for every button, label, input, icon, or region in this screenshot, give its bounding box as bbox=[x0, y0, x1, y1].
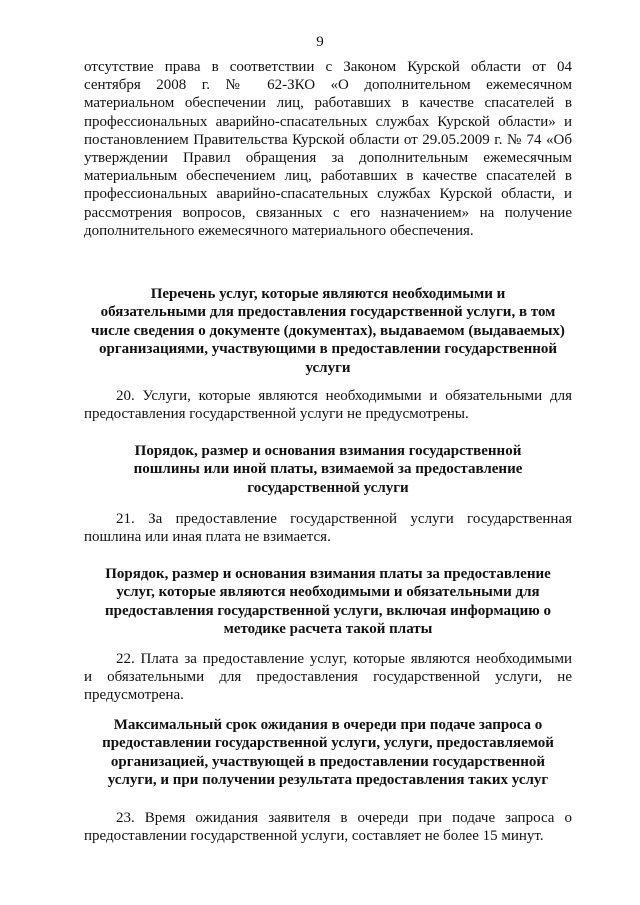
body-line: предусмотрена. bbox=[84, 687, 184, 704]
intro-line: сентября 2008 г. № 62-ЗКО «О дополнительном ежемесячном bbox=[84, 77, 572, 94]
paragraph-23 bbox=[84, 809, 572, 845]
heading-line: числе сведения о документе (документах), выдаваемом (выдаваемых) bbox=[91, 322, 565, 339]
heading-line: обязательными для предоставления государственной услуги, в том bbox=[100, 304, 556, 321]
paragraph-22 bbox=[84, 650, 572, 705]
heading-line: предоставления государственной услуги, включая информацию о bbox=[104, 602, 552, 619]
intro-line: материальном обеспечении лиц, работавших в качестве спасателей в bbox=[84, 95, 572, 112]
intro-line: профессиональных аварийно-спасательных службах Курской области, и bbox=[84, 186, 572, 203]
heading-line: предоставлении государственной услуги, услуги, предоставляемой bbox=[102, 735, 554, 752]
section-heading-23 bbox=[84, 716, 572, 790]
intro-paragraph bbox=[84, 58, 572, 240]
body-line: предоставлении государственной услуги, составляет не более 15 минут. bbox=[84, 828, 544, 845]
body-line: пошлина или иная плата не взимается. bbox=[84, 529, 331, 546]
heading-line: услуги, и при получении результата предоставления таких услуг bbox=[107, 772, 549, 789]
body-line: 23. Время ожидания заявителя в очереди при подаче запроса о bbox=[116, 810, 572, 826]
body-line: 22. Плата за предоставление услуг, которые являются необходимыми bbox=[116, 651, 572, 667]
heading-line: услуги bbox=[305, 359, 351, 376]
intro-line: дополнительного ежемесячного материального обеспечения. bbox=[84, 222, 474, 239]
heading-line: организациями, участвующими в предоставлении государственной bbox=[98, 341, 558, 358]
intro-line: постановлением Правительства Курской области от 29.05.2009 г. № 74 «Об bbox=[84, 131, 572, 148]
heading-line: государственной услуги bbox=[247, 479, 409, 496]
page-number: 9 bbox=[316, 34, 324, 50]
heading-line: Порядок, размер и основания взимания платы за предоставление bbox=[105, 566, 551, 582]
intro-line: рассмотрения вопросов, связанных с его назначением» на получение bbox=[84, 204, 572, 221]
heading-line: пошлины или иной платы, взимаемой за предоставление bbox=[133, 461, 523, 478]
intro-line: профессиональных аварийно-спасательных службах Курской области» и bbox=[84, 113, 572, 130]
heading-line: Максимальный срок ожидания в очереди при подаче запроса о bbox=[113, 717, 543, 733]
heading-line: Перечень услуг, которые являются необходимыми и bbox=[150, 286, 506, 302]
intro-line: отсутствие права в соответствии с Законом Курской области от 04 bbox=[84, 59, 572, 75]
heading-line: Порядок, размер и основания взимания государственной bbox=[134, 443, 522, 459]
section-heading-21 bbox=[84, 442, 572, 497]
heading-line: услуг, которые являются необходимыми и обязательными для bbox=[116, 584, 540, 601]
body-line: и обязательными для предоставления государственной услуги, не bbox=[84, 669, 572, 686]
body-line: 20. Услуги, которые являются необходимыми и обязательными для bbox=[116, 388, 572, 404]
intro-line: утверждении Правил обращения за дополнительным ежемесячным bbox=[84, 150, 572, 167]
paragraph-20 bbox=[84, 387, 572, 423]
paragraph-21 bbox=[84, 510, 572, 546]
body-line: 21. За предоставление государственной услуги государственная bbox=[116, 511, 572, 527]
heading-line: методике расчета такой платы bbox=[223, 621, 433, 638]
section-heading-22 bbox=[84, 565, 572, 639]
section-heading-20 bbox=[84, 285, 572, 377]
intro-line: материальным обеспечением лиц, работавших в качестве спасателей в bbox=[84, 168, 572, 185]
body-line: предоставления государственной услуги не предусмотрены. bbox=[84, 406, 469, 423]
heading-line: организацией, участвующей в предоставлении государственной bbox=[110, 753, 546, 770]
